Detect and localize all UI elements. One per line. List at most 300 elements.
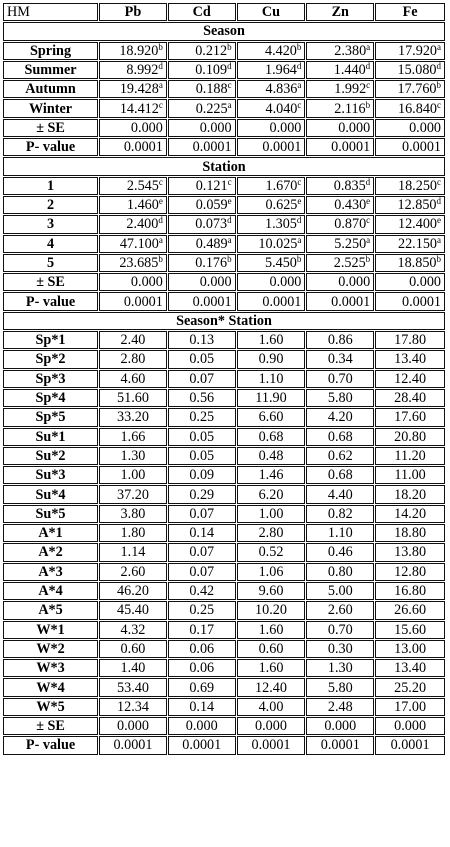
significance-letter: b [365,99,371,110]
value-cell [375,505,445,523]
value-cell [375,80,445,98]
value-cell [306,736,374,754]
value-cell [99,215,167,233]
cell-value: 4.040 [265,100,298,117]
cell-value: 0.000 [199,119,232,136]
table-row [3,543,445,561]
value-cell [237,447,306,465]
cell-value: 0.121 [195,177,228,194]
cell-value: 8.992 [126,62,159,79]
value-cell [237,370,306,388]
value-cell [237,563,306,581]
cell-value: 0.56 [189,390,215,407]
value-cell [375,389,445,407]
cell-value: 0.0001 [320,737,360,754]
significance-letter: b [296,41,302,52]
cell-value: 9.60 [258,583,284,600]
cell-value: 13.40 [394,660,427,677]
value-cell [237,215,306,233]
cell-value: 2.116 [334,100,366,117]
header-row [3,3,445,21]
cell-value: 12.400 [397,216,437,233]
cell-value: 0.09 [189,467,215,484]
value-cell [375,292,445,310]
cell-value: 0.000 [394,718,427,735]
cell-value: 6.20 [258,486,284,503]
value-cell [99,524,167,542]
table-row [3,331,445,349]
row-label: ± SE [3,717,98,735]
heavy-metal-table-container [2,2,446,756]
cell-value: 0.06 [189,640,215,657]
value-cell [375,621,445,639]
value-cell [168,99,236,117]
row-label: A*3 [3,563,98,581]
row-label: Autumn [3,80,98,98]
cell-value: 0.52 [258,544,284,561]
table-row [3,177,445,195]
cell-value: 4.20 [327,409,353,426]
value-cell [168,350,236,368]
table-row [3,292,445,310]
column-header-pb: Pb [99,3,167,21]
significance-letter: e [227,196,232,207]
cell-value: 0.70 [327,621,353,638]
cell-value: 1.30 [120,447,146,464]
value-cell [99,80,167,98]
significance-letter: c [158,99,163,110]
value-cell [168,235,236,253]
cell-value: 0.90 [258,351,284,368]
cell-value: 1.10 [258,370,284,387]
table-row [3,138,445,156]
table-body [3,3,445,755]
value-cell [168,177,236,195]
value-cell [168,601,236,619]
value-cell [237,80,306,98]
cell-value: 1.00 [120,467,146,484]
row-label: ± SE [3,119,98,137]
cell-value: 0.109 [195,62,228,79]
value-cell [99,138,167,156]
value-cell [375,42,445,60]
cell-value: 28.40 [394,390,427,407]
value-cell [306,215,374,233]
cell-value: 53.40 [117,679,149,696]
table-row [3,659,445,677]
value-cell [168,621,236,639]
cell-value: 0.0001 [251,737,291,754]
value-cell [168,292,236,310]
value-cell [375,582,445,600]
section-title: Station [3,157,445,175]
value-cell [306,42,374,60]
value-cell [168,447,236,465]
significance-letter: c [158,176,163,187]
value-cell [306,621,374,639]
significance-letter: d [296,61,302,72]
significance-letter: a [227,234,232,245]
significance-letter: c [297,176,302,187]
cell-value: 33.20 [117,409,149,426]
value-cell [306,698,374,716]
significance-letter: c [366,80,371,91]
value-cell [375,215,445,233]
cell-value: 12.80 [394,563,427,580]
value-cell [306,292,374,310]
cell-value: 1.440 [333,62,366,79]
value-cell [237,331,306,349]
value-cell [99,370,167,388]
cell-value: 18.20 [394,486,427,503]
cell-value: 45.40 [117,602,149,619]
cell-value: 0.0001 [401,139,441,156]
row-label: Winter [3,99,98,117]
row-label: W*5 [3,698,98,716]
row-label: W*4 [3,678,98,696]
value-cell [306,447,374,465]
value-cell [306,254,374,272]
cell-value: 1.305 [264,216,297,233]
value-cell [99,736,167,754]
value-cell [375,196,445,214]
value-cell [306,428,374,446]
value-cell [168,428,236,446]
row-label: A*4 [3,582,98,600]
significance-letter: b [227,254,232,264]
table-row [3,485,445,503]
section-title: Season [3,22,445,40]
row-label: 4 [3,235,98,253]
cell-value: 16.80 [394,583,427,600]
value-cell [237,659,306,677]
value-cell [306,138,374,156]
significance-letter: c [297,99,302,110]
cell-value: 10.025 [258,235,298,252]
table-row [3,678,445,696]
value-cell [168,698,236,716]
cell-value: 0.0001 [262,293,302,310]
value-cell [306,196,374,214]
value-cell [237,698,306,716]
cell-value: 0.0001 [123,293,163,310]
row-label: W*1 [3,621,98,639]
value-cell [375,698,445,716]
value-cell [306,119,374,137]
row-label: Sp*2 [3,350,98,368]
significance-letter: d [227,61,232,72]
value-cell [99,42,167,60]
table-row [3,640,445,658]
significance-letter: d [436,196,441,207]
row-label: Sp*4 [3,389,98,407]
cell-value: 13.80 [394,544,427,561]
value-cell [168,582,236,600]
cell-value: 0.70 [327,370,353,387]
table-row [3,736,445,754]
cell-value: 0.000 [130,119,163,136]
cell-value: 1.66 [120,428,146,445]
cell-value: 3.80 [120,505,146,522]
value-cell [168,678,236,696]
cell-value: 0.25 [189,602,215,619]
table-row [3,408,445,426]
value-cell [306,466,374,484]
cell-value: 2.40 [120,332,146,349]
significance-letter: c [437,99,441,110]
cell-value: 18.80 [394,525,427,542]
cell-value: 17.00 [394,698,427,715]
value-cell [237,389,306,407]
value-cell [306,505,374,523]
value-cell [375,428,445,446]
significance-letter: b [158,41,163,52]
cell-value: 0.30 [327,640,353,657]
cell-value: 14.412 [119,100,159,117]
value-cell [237,235,306,253]
value-cell [168,215,236,233]
cell-value: 5.00 [327,583,353,600]
cell-value: 11.90 [255,390,287,407]
cell-value: 0.07 [189,505,215,522]
table-row [3,698,445,716]
value-cell [168,370,236,388]
cell-value: 0.05 [189,428,215,445]
cell-value: 1.60 [258,332,284,349]
value-cell [99,273,167,291]
cell-value: 19.428 [119,81,159,98]
cell-value: 18.850 [397,255,437,271]
significance-letter: a [297,80,302,91]
value-cell [99,61,167,79]
cell-value: 51.60 [117,390,149,407]
cell-value: 0.212 [195,42,228,59]
cell-value: 0.60 [258,640,284,657]
value-cell [168,42,236,60]
value-cell [375,601,445,619]
cell-value: 2.380 [334,42,367,59]
cell-value: 0.46 [327,544,353,561]
significance-letter: d [296,215,302,226]
table-row [3,563,445,581]
table-row [3,466,445,484]
value-cell [99,292,167,310]
value-cell [306,717,374,735]
value-cell [237,273,306,291]
value-cell [168,640,236,658]
value-cell [375,61,445,79]
cell-value: 0.430 [334,197,367,214]
value-cell [168,196,236,214]
table-row [3,350,445,368]
significance-letter: b [296,254,302,264]
cell-value: 0.62 [327,447,353,464]
value-cell [306,80,374,98]
significance-letter: d [365,176,371,187]
table-row [3,370,445,388]
row-label: Sp*1 [3,331,98,349]
value-cell [306,678,374,696]
significance-letter: a [366,234,371,245]
value-cell [237,61,306,79]
cell-value: 0.14 [189,525,215,542]
table-row [3,505,445,523]
table-row [3,524,445,542]
value-cell [306,177,374,195]
value-cell [375,273,445,291]
value-cell [375,447,445,465]
row-label: 2 [3,196,98,214]
cell-value: 2.60 [327,602,353,619]
value-cell [99,196,167,214]
cell-value: 2.80 [258,525,284,542]
cell-value: 46.20 [117,583,149,600]
table-row [3,717,445,735]
row-label-header: HM [3,3,98,21]
cell-value: 2.60 [120,563,146,580]
value-cell [237,99,306,117]
table-row [3,80,445,98]
value-cell [99,428,167,446]
value-cell [168,543,236,561]
value-cell [306,659,374,677]
section-title: Season* Station [3,312,445,330]
row-label: Su*4 [3,485,98,503]
significance-letter: a [437,41,441,52]
cell-value: 0.0001 [192,139,232,156]
value-cell [237,485,306,503]
cell-value: 17.760 [397,81,437,98]
column-header-cd: Cd [168,3,236,21]
cell-value: 0.0001 [401,293,441,310]
significance-letter: d [158,61,163,72]
value-cell [168,466,236,484]
cell-value: 22.150 [397,235,437,252]
cell-value: 1.964 [264,62,297,79]
heavy-metal-table [2,2,446,756]
value-cell [237,177,306,195]
cell-value: 0.059 [195,197,228,214]
value-cell [375,177,445,195]
table-row [3,99,445,117]
cell-value: 0.000 [269,119,302,136]
cell-value: 47.100 [119,235,159,252]
cell-value: 2.525 [333,255,366,271]
cell-value: 0.000 [117,718,149,735]
value-cell [306,582,374,600]
cell-value: 1.60 [258,660,284,677]
cell-value: 5.80 [327,679,353,696]
cell-value: 0.000 [409,274,441,291]
cell-value: 5.250 [334,235,367,252]
cell-value: 0.000 [185,718,218,735]
value-cell [237,196,306,214]
cell-value: 0.000 [199,274,232,291]
cell-value: 0.69 [189,679,215,696]
value-cell [375,99,445,117]
row-label: A*2 [3,543,98,561]
value-cell [375,717,445,735]
value-cell [99,331,167,349]
cell-value: 0.25 [189,409,215,426]
cell-value: 10.20 [255,602,287,619]
value-cell [306,408,374,426]
value-cell [168,254,236,272]
value-cell [237,408,306,426]
row-label: P- value [3,736,98,754]
table-row [3,196,445,214]
significance-letter: a [158,234,163,245]
cell-value: 1.10 [327,525,353,542]
significance-letter: c [366,215,371,226]
cell-value: 26.60 [394,602,427,619]
value-cell [168,331,236,349]
value-cell [99,350,167,368]
significance-letter: d [227,215,232,226]
value-cell [375,659,445,677]
cell-value: 5.80 [327,390,353,407]
row-label: 1 [3,177,98,195]
significance-letter: b [436,254,441,264]
cell-value: 4.40 [327,486,353,503]
value-cell [306,389,374,407]
cell-value: 0.188 [195,81,228,98]
cell-value: 0.80 [327,563,353,580]
cell-value: 0.176 [195,255,228,271]
value-cell [99,678,167,696]
table-row [3,621,445,639]
cell-value: 18.920 [119,42,159,59]
value-cell [237,428,306,446]
row-label: Sp*5 [3,408,98,426]
cell-value: 0.29 [189,486,215,503]
value-cell [237,350,306,368]
cell-value: 0.07 [189,370,215,387]
cell-value: 4.00 [258,698,284,715]
cell-value: 4.836 [265,81,298,98]
table-row [3,447,445,465]
value-cell [306,524,374,542]
value-cell [99,408,167,426]
cell-value: 11.20 [394,447,426,464]
significance-letter: c [437,176,441,187]
cell-value: 18.250 [397,177,437,194]
value-cell [237,543,306,561]
cell-value: 0.625 [265,197,298,214]
value-cell [375,466,445,484]
cell-value: 1.670 [265,177,298,194]
significance-letter: e [297,196,302,207]
cell-value: 6.60 [258,409,284,426]
cell-value: 0.48 [258,447,284,464]
value-cell [237,138,306,156]
value-cell [99,99,167,117]
value-cell [237,621,306,639]
row-label: A*5 [3,601,98,619]
cell-value: 0.14 [189,698,215,715]
significance-letter: e [158,196,163,207]
cell-value: 4.32 [120,621,146,638]
cell-value: 0.07 [189,544,215,561]
value-cell [99,177,167,195]
row-label: Summer [3,61,98,79]
cell-value: 0.000 [338,119,371,136]
value-cell [375,524,445,542]
value-cell [375,138,445,156]
value-cell [168,408,236,426]
cell-value: 12.34 [117,698,149,715]
value-cell [99,466,167,484]
